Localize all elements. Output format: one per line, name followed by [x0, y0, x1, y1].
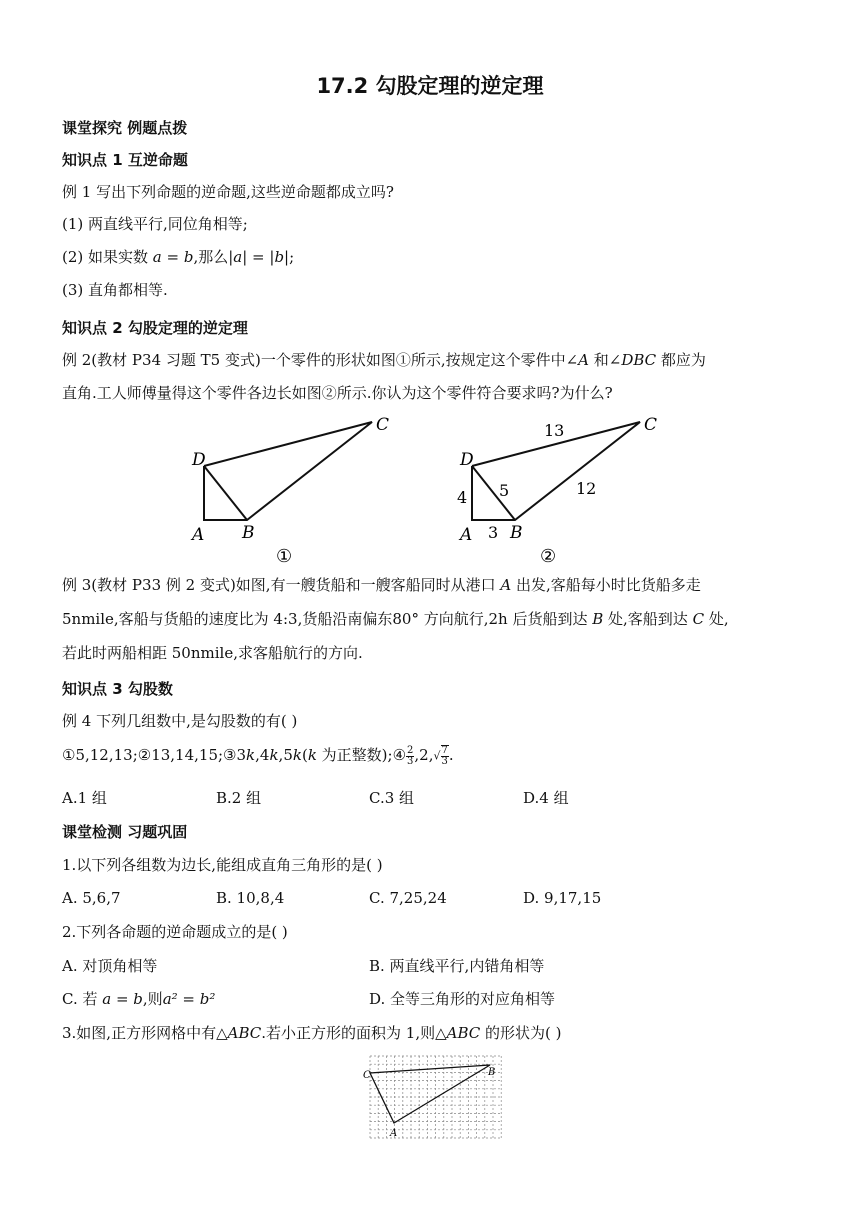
page-title: 17.2 勾股定理的逆定理 [316, 74, 544, 98]
ex1-item2-pre: (2) 如果实数 [62, 248, 153, 266]
ex3-line2-end: 处, [704, 610, 729, 628]
ex4-sqrt-den: 3 [441, 756, 448, 767]
ex3-degree: 80° [392, 610, 419, 628]
ex4-items-mid3: ( [301, 746, 308, 764]
ex4-frac-den: 3 [407, 755, 414, 767]
fig3-label-b: B [488, 1067, 496, 1078]
ex4-items-mid1: ,4 [255, 746, 270, 764]
q2-option-d: D. 全等三角形的对应角相等 [369, 990, 556, 1008]
fig2-len-db: 5 [499, 481, 510, 500]
ex4-k-2: k [269, 746, 279, 764]
ex4-items-mid5: ,2, [414, 746, 434, 764]
figure-2 [448, 410, 678, 570]
q1-option-d: D. 9,17,15 [523, 889, 602, 907]
q2-option-c [62, 989, 215, 1009]
ex4-items-mid2: ,5 [278, 746, 293, 764]
ex3-line2-pre: 5nmile,客船与货船的速度比为 4:3,货船沿南偏东 [62, 610, 393, 628]
ex1-item3: (3) 直角都相等. [62, 281, 168, 299]
ex4-items-end: . [448, 746, 454, 764]
ex3-line2-mid2: 处,客船到达 [603, 610, 693, 628]
q3-stem-pre: 3.如图,正方形网格中有△ [62, 1024, 228, 1042]
ex2-line1-mid: 和 [589, 351, 609, 369]
q2-optc-math2: a² = b² [162, 990, 216, 1008]
ex1-stem: 例 1 写出下列命题的逆命题,这些逆命题都成立吗? [62, 183, 394, 201]
ex4-sqrt: √ $\frac{7}{3}$ [433, 745, 448, 767]
q1-stem: 1.以下列各组数为边长,能组成直角三角形的是( ) [62, 856, 383, 874]
ex4-stem: 例 4 下列几组数中,是勾股数的有( ) [62, 712, 298, 730]
q2-optc-math1: a = b [102, 990, 143, 1008]
ex2-angle-a: ∠A [565, 351, 589, 369]
ex4-option-a: A.1 组 [62, 789, 107, 807]
ex4-k-3: k [292, 746, 302, 764]
ex3-point-b: B [592, 610, 604, 628]
fig1-diagonal-db [204, 466, 247, 520]
ex2-line1-pre: 例 2(教材 P34 习题 T5 变式)一个零件的形状如图①所示,按规定这个零件中 [62, 351, 566, 369]
ex3-point-c: C [692, 610, 705, 628]
ex4-k-1: k [246, 746, 256, 764]
triangle-abc [370, 1065, 490, 1123]
ex3-line1 [62, 575, 701, 595]
fig1-label-a: A [192, 525, 205, 545]
ex1-item2-math2: |a| = |b| [228, 248, 290, 266]
section-kp1: 知识点 1 互逆命题 [62, 151, 188, 169]
fig2-len-ab: 3 [488, 523, 499, 542]
fig1-caption: ① [276, 546, 293, 567]
ex3-line1-end: 出发,客船每小时比货船多走 [511, 576, 701, 594]
q3-triangle-1: ABC [227, 1024, 262, 1042]
fig3-label-a: A [390, 1128, 398, 1139]
q2-option-a: A. 对顶角相等 [62, 957, 158, 975]
fig3-label-c: C [363, 1070, 371, 1081]
ex2-line2: 直角.工人师傅量得这个零件各边长如图②所示.你认为这个零件符合要求吗?为什么? [62, 384, 613, 402]
ex4-option-d: D.4 组 [523, 789, 569, 807]
ex2-angle-dbc: ∠DBC [608, 351, 657, 369]
fig2-len-dc: 13 [544, 421, 565, 440]
ex4-option-c: C.3 组 [369, 789, 415, 807]
section-kp2: 知识点 2 勾股定理的逆定理 [62, 319, 248, 337]
ex1-item2 [62, 247, 294, 267]
figure-1 [180, 410, 410, 570]
q1-option-a: A. 5,6,7 [62, 889, 121, 907]
fig1-label-b: B [242, 523, 255, 543]
q3-stem [62, 1023, 562, 1043]
q3-triangle-2: ABC [446, 1024, 481, 1042]
fig2-label-b: B [510, 523, 523, 543]
ex3-line2 [62, 609, 729, 629]
q1-option-c: C. 7,25,24 [369, 889, 447, 907]
ex4-items-mid4: 为正整数);④ [316, 746, 407, 764]
ex4-option-b: B.2 组 [216, 789, 262, 807]
ex1-item2-mid: ,那么 [193, 248, 229, 266]
fig2-len-bc: 12 [576, 479, 597, 498]
section-kp3: 知识点 3 勾股数 [62, 680, 173, 698]
ex2-line1-end: 都应为 [656, 351, 706, 369]
ex1-item1: (1) 两直线平行,同位角相等; [62, 215, 248, 233]
q2-stem: 2.下列各命题的逆命题成立的是( ) [62, 923, 288, 941]
ex4-frac-num: 2 [407, 744, 414, 756]
ex3-line1-pre: 例 3(教材 P33 例 2 变式)如图,有一艘货船和一艘客船同时从港口 [62, 576, 501, 594]
q2-optc-pre: C. 若 [62, 990, 103, 1008]
fig2-label-d: D [460, 450, 474, 470]
fig1-triangle-outline [204, 422, 372, 520]
figure-3-grid [362, 1050, 512, 1142]
ex4-items-pre: ①5,12,13;②13,14,15;③3 [62, 746, 247, 764]
q3-stem-mid: .若小正方形的面积为 1,则△ [261, 1024, 447, 1042]
fig1-label-d: D [192, 450, 206, 470]
fig1-label-c: C [376, 415, 390, 435]
ex3-line3: 若此时两船相距 50nmile,求客船航行的方向. [62, 644, 363, 662]
q1-option-b: B. 10,8,4 [216, 889, 285, 907]
section-explore: 课堂探究 例题点拨 [62, 119, 188, 137]
fig2-caption: ② [540, 546, 557, 567]
fig2-label-c: C [644, 415, 658, 435]
q2-optc-mid: ,则 [142, 990, 163, 1008]
ex4-k-4: k [307, 746, 317, 764]
fig2-len-ad: 4 [457, 488, 468, 507]
ex3-line2-mid: 方向航行,2h 后货船到达 [418, 610, 593, 628]
ex1-item2-math1: a = b [152, 248, 194, 266]
ex3-point-a: A [500, 576, 512, 594]
ex2-line1 [62, 350, 706, 370]
ex4-items [62, 745, 454, 767]
q2-option-b: B. 两直线平行,内错角相等 [369, 957, 545, 975]
ex4-sqrt-frac [441, 746, 449, 767]
ex1-item2-end: ; [289, 248, 295, 266]
fig2-label-a: A [460, 525, 473, 545]
ex4-sqrt-num: 7 [441, 745, 448, 756]
section-check: 课堂检测 习题巩固 [62, 823, 188, 841]
q3-stem-end: 的形状为( ) [480, 1024, 562, 1042]
